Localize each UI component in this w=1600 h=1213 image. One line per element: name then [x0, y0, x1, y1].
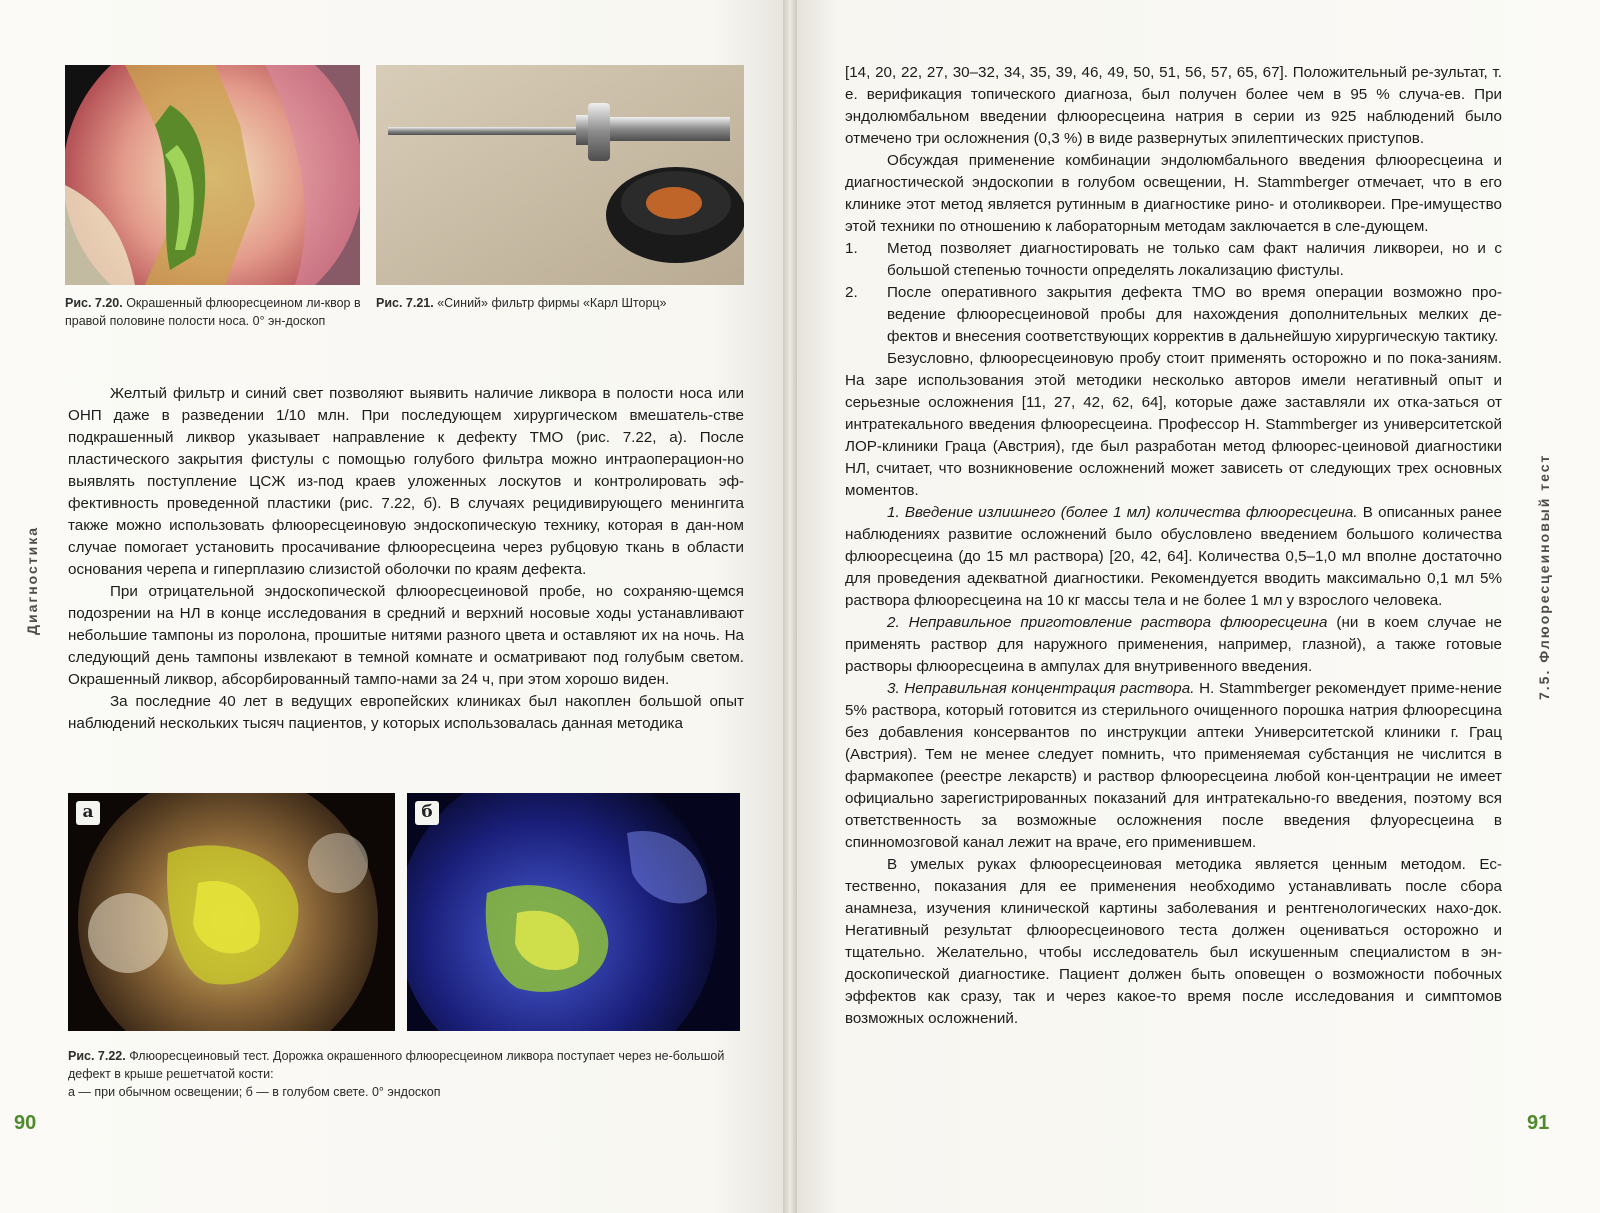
figure-7-21-photo: [376, 65, 744, 285]
list-item: 2. После оперативного закрытия дефекта ТМО во время операции возможно про-ведение флюоресцеиновой пробы для нахождения дополнительных мелких де-фектов и внесения соответствующих корректив в дальнейшую хирургическую тактику.: [845, 284, 1502, 345]
left-page-number: 90: [14, 1112, 37, 1134]
figure-7-22a-photo: [68, 793, 395, 1031]
figure-7-22b-tag: б: [415, 801, 439, 825]
figure-7-20-caption: [65, 294, 361, 330]
figure-7-22b-photo: [407, 793, 740, 1031]
figure-7-21-text: «Синий» фильтр фирмы «Карл Шторц»: [433, 296, 667, 310]
right-paragraph-item1: 1. Введение излишнего (более 1 мл) количества флюоресцеина. В описанных ранее наблюдениях развитие осложнений было обусловлено введением большого количества флюоресцеина (до 15 мл раствора) [20, 42, 64]. Количества 0,5–1,0 мл вполне достаточно для проведения адекватной диагностики. Рекомендуется вводить максимально 0,1 мл 5% раствора флюоресцеина на 10 кг массы тела и не более 1 мл у взрослого человека.: [845, 504, 1502, 609]
right-side-label: 7.5. Флюоресцеиновый тест: [1536, 453, 1552, 700]
left-paragraph: За последние 40 лет в ведущих европейских клиниках был накоплен большой опыт наблюдений нескольких тысяч пациентов, у которых использовалась данная методика: [68, 693, 744, 732]
fluorescein-normal-light-image: [68, 793, 395, 1031]
figure-7-22-label: Рис. 7.22.: [68, 1049, 126, 1063]
right-page-number: 91: [1527, 1112, 1550, 1134]
right-paragraph-intro: [14, 20, 22, 27, 30–32, 34, 35, 39, 46, 49, 50, 51, 56, 57, 65, 67]. Положительный ре-зультат, т. е. верификация топического диагноза, был получен более чем в 95 % случа-ев. При эндолюмбальном введении флюоресцеина натрия в серии из 925 наблюдений было отмечено три осложнения (0,3 %) в виде развернутых эпилептических приступов.: [845, 64, 1502, 147]
figure-7-20-photo: [65, 65, 360, 285]
fluorescein-blue-light-image: [407, 793, 740, 1031]
list-item: 1. Метод позволяет диагностировать не только сам факт наличия ликвореи, но и с большой степенью точности определять локализацию фистулы.: [845, 240, 1502, 279]
right-paragraph-item3: 3. Неправильная концентрация раствора. H. Stammberger рекомендует приме-нение 5% раствора, который готовится из стерильного очищенного порошка натрия флюоресцина без добавления консервантов по инструкции аптеки Университетской клиники г. Грац (Австрия). Тем не менее следует помнить, что применяемая субстанция не числится в фармакопее (реестре лекарств) и раствор флюоресцеина любой кон-центрации не имеет официально зарегистрированных показаний для интратекально-го введения, поэтому вся ответственность за возможные осложнения после введения флуоресцеина в спинномозговой канал лежит на враче, его применившем.: [845, 680, 1502, 851]
book-gutter: [783, 0, 797, 1213]
endoscopy-photo-image: [65, 65, 360, 285]
left-paragraph: При отрицательной эндоскопической флюоресцеиновой пробе, но сохраняю-щемся подозрении на НЛ в конце исследования в средний и верхний носовые ходы устанавливают небольшие тампоны из поролона, прошитые нитями разного цвета и оставляют их на ночь. На следующий день тампоны извлекают в темной комнате и осматривают под голубым светом. Окрашенный ликвор, абсорбированный тампо-нами за 24 ч, при этом хорошо виден.: [68, 583, 744, 688]
right-paragraph-caution: Безусловно, флюоресцеиновую пробу стоит применять осторожно и по пока-заниям. На заре использования этой методики несколько авторов имели негативный опыт и серьезные осложнения [11, 27, 42, 62, 64], которые даже заставляли их отка-заться от интратекального введения флюоресцеина. Профессор H. Stammberger из университетской ЛОР-клиники Граца (Австрия), где был разработан метод флюорес-цеиновой диагностики НЛ, считает, что возникновение осложнений может зависеть от следующих трех основных моментов.: [845, 350, 1502, 499]
right-body-text: [845, 62, 1502, 1030]
right-paragraph-discuss: Обсуждая применение комбинации эндолюмбального введения флюоресцеина и диагностической эндоскопии в голубом освещении, H. Stammberger отмечает, что в его клинике этот метод является рутинным в диагностике рино- и отоликвореи. Пре-имущество этой техники по отношению к лабораторным методам заключается в сле-дующем.: [845, 152, 1502, 235]
right-paragraph-item2: 2. Неправильное приготовление раствора флюоресцеина (ни в коем случае не применять раствор для наружного применения, например, глазной), а также готовые растворы флюоресцеина в ампулах для внутривенного введения.: [845, 614, 1502, 675]
left-paragraph: Желтый фильтр и синий свет позволяют выявить наличие ликвора в полости носа или ОНП даже в разведении 1/10 млн. При последующем хирургическом вмешатель-стве подкрашенный ликвор указывает направление к дефекту ТМО (рис. 7.22, а). После пластического закрытия фистулы с помощью голубого фильтра можно интраоперацион-но выявлять поступление ЦСЖ из-под краев уложенных лоскутов и контролировать эф-фективность проведенной пластики (рис. 7.22, б). В случаях рецидивирующего менингита также можно использовать флюоресцеиновую эндоскопическую технику, которая в дан-ном случае помогает установить просачивание флюоресцеина через рубцовую ткань в области основания черепа и гиперплазию слизистой оболочки по краям дефекта.: [68, 385, 744, 578]
figure-7-20-label: Рис. 7.20.: [65, 296, 123, 310]
figure-7-21-label: Рис. 7.21.: [376, 296, 434, 310]
blue-filter-photo-image: [376, 65, 744, 285]
right-paragraph-final: В умелых руках флюоресцеиновая методика является ценным методом. Ес-тественно, показания для ее применения необходимо устанавливать после сбора анамнеза, изучения клинической картины заболевания и рентгенологических нахо-док. Негативный результат флюоресцеинового теста должен оцениваться осторожно и тщательно. Желательно, чтобы исследователь был искушенным специалистом в эн-доскопической диагностике. Пациент должен быть оповещен о возможности побочных эффектов как сразу, так и через какое-то время после исследования и симптомов возможных осложнений.: [845, 856, 1502, 1027]
figure-7-22-text: Флюоресцеиновый тест. Дорожка окрашенного флюоресцеином ликвора поступает через не-большой дефект в крыше решетчатой кости:: [68, 1049, 725, 1081]
figure-7-20-text: Окрашенный флюоресцеином ли-квор в правой половине полости носа. 0° эн-доскоп: [65, 296, 361, 328]
figure-7-21-caption: [376, 294, 744, 312]
left-side-label: Диагностика: [24, 525, 40, 635]
figure-7-22a-tag: а: [76, 801, 100, 825]
figure-7-22-caption: [68, 1047, 740, 1101]
left-body-text: [68, 383, 744, 735]
figure-7-22-legend: а — при обычном освещении; б — в голубом свете. 0° эндоскоп: [68, 1085, 441, 1099]
